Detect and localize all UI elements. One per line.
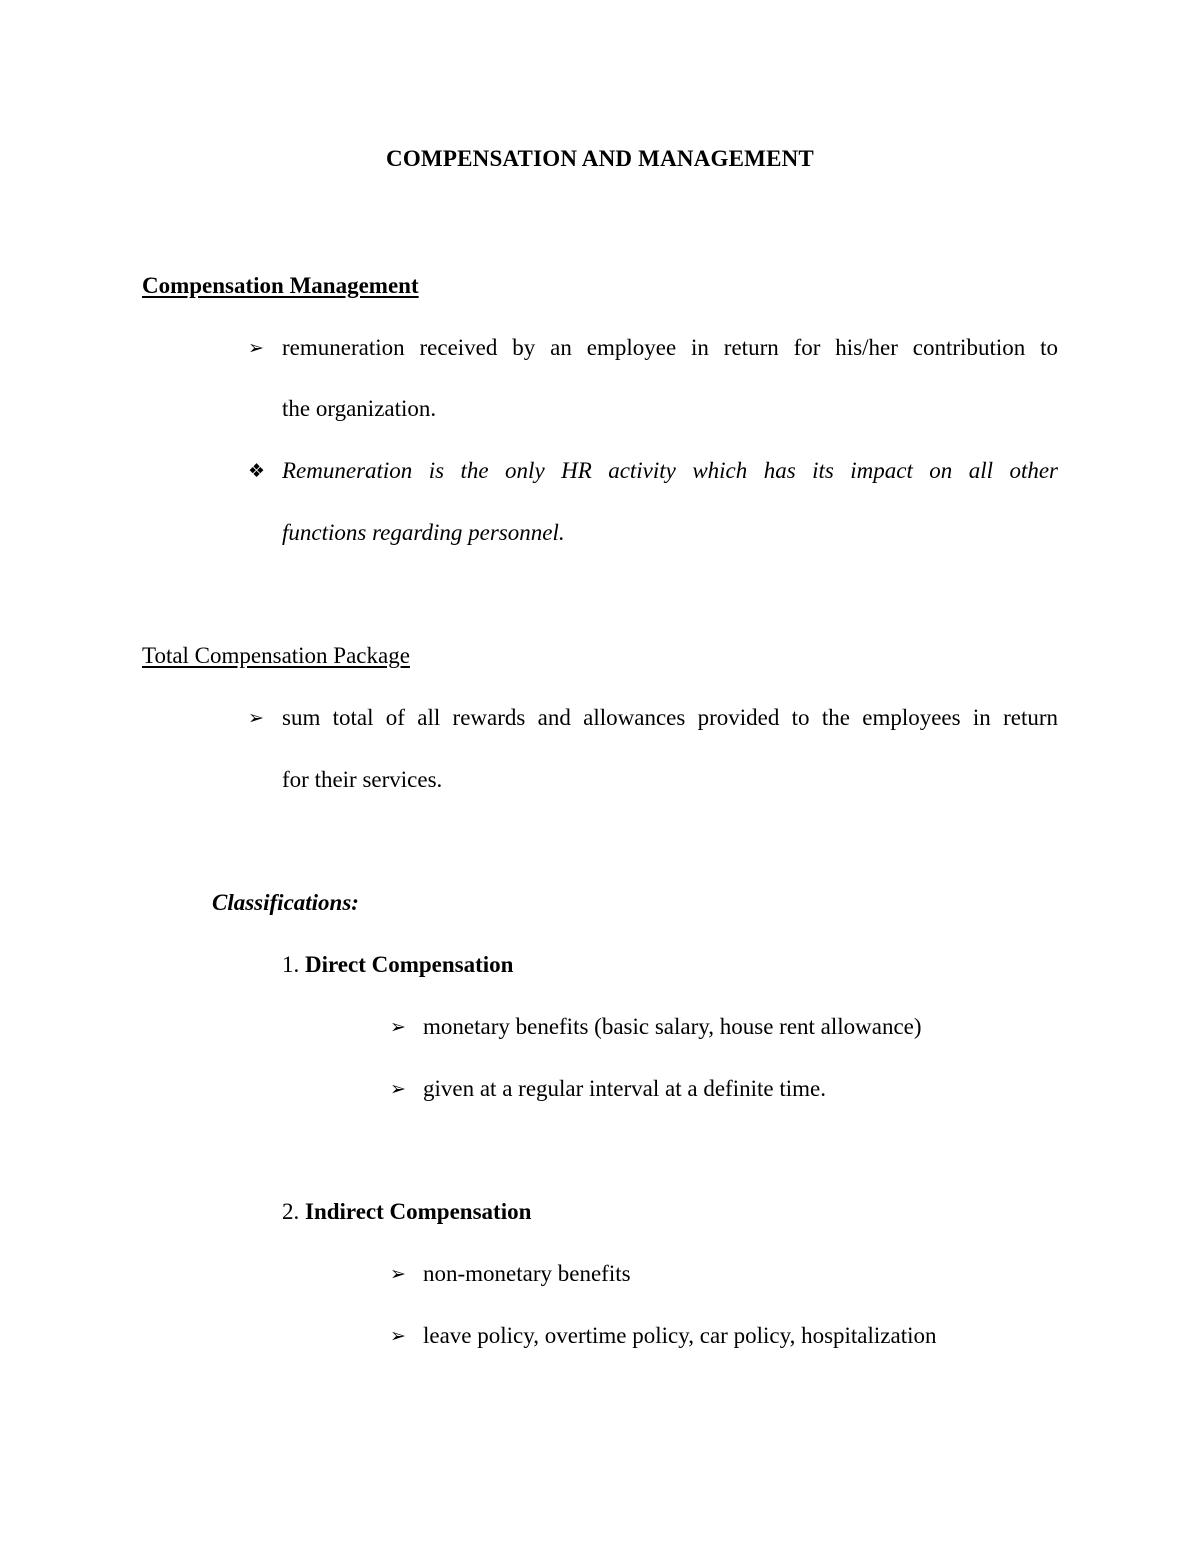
arrowhead-bullet-icon: ➢ [390, 1016, 406, 1038]
sub-bullet-text: given at a regular interval at a definite time. [423, 1076, 826, 1101]
classification-item-indirect [282, 1197, 531, 1227]
item-number: 1. [282, 952, 300, 977]
page-title: COMPENSATION AND MANAGEMENT [386, 146, 814, 171]
arrowhead-bullet-icon: ➢ [390, 1263, 406, 1285]
section-heading-compensation-management: Compensation Management [142, 273, 419, 298]
item-number: 2. [282, 1199, 300, 1224]
bullet-text-line: for their services. [282, 767, 443, 792]
bullet-text-line: remuneration received by an employee in return for his/her contribution to [282, 335, 1058, 360]
note-text-line: Remuneration is the only HR activity which has its impact on all other [282, 458, 1058, 483]
arrowhead-bullet-icon: ➢ [248, 337, 264, 359]
note-text-line: functions regarding personnel. [282, 520, 565, 545]
item-label: Indirect Compensation [305, 1199, 532, 1224]
bullet-text-line: the organization. [282, 396, 437, 421]
classification-item-direct [282, 950, 513, 980]
bullet-text-line: sum total of all rewards and allowances provided to the employees in return [282, 705, 1058, 730]
sub-bullet-text: non-monetary benefits [423, 1261, 631, 1286]
sub-bullet-text: leave policy, overtime policy, car policy, hospitalization [423, 1323, 937, 1348]
classifications-heading: Classifications: [212, 890, 359, 915]
item-label: Direct Compensation [305, 952, 514, 977]
sub-bullet-text: monetary benefits (basic salary, house rent allowance) [423, 1014, 922, 1039]
arrowhead-bullet-icon: ➢ [390, 1078, 406, 1100]
arrowhead-bullet-icon: ➢ [390, 1325, 406, 1347]
four-diamond-bullet-icon: ❖ [248, 460, 266, 482]
section-heading-total-compensation-package: Total Compensation Package [142, 643, 410, 668]
arrowhead-bullet-icon: ➢ [248, 707, 264, 729]
